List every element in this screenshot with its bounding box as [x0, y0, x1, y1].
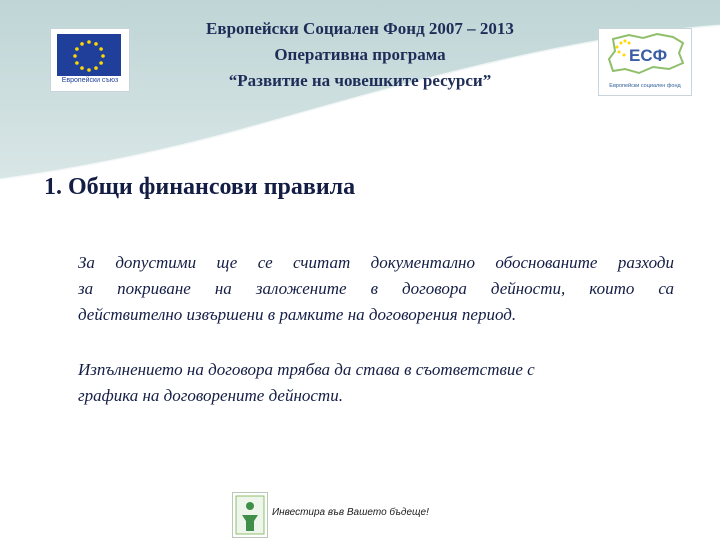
- paragraph-line: графика на договорените дейности.: [78, 386, 343, 405]
- eu-logo: [50, 28, 130, 92]
- paragraph-line: Изпълнението на договора трябва да става в съответствие с: [78, 360, 535, 379]
- esf-logo-caption: Европейски социален фонд: [609, 83, 681, 89]
- esf-mark-text: ЕСФ: [629, 46, 668, 65]
- slide-heading: 1. Общи финансови правила: [44, 174, 356, 200]
- header-line-programme: Оперативна програма: [274, 45, 446, 64]
- paragraph-contract-execution: [78, 357, 674, 409]
- eu-flag-icon: [57, 34, 121, 76]
- header-line-fund: Европейски Социален Фонд 2007 – 2013: [206, 19, 514, 38]
- paragraph-line: за покриване на заложените в договора дейности, които са: [78, 279, 674, 298]
- esf-logo: [598, 28, 692, 96]
- paragraph-eligible-costs: [78, 250, 674, 328]
- page-header: [140, 16, 580, 94]
- footer-slogan: Инвестира във Вашето бъдеще!: [272, 507, 429, 518]
- paragraph-line: действително извършени в рамките на договорения период.: [78, 305, 517, 324]
- eu-logo-caption: Европейски съюз: [61, 77, 119, 84]
- header-line-programme-name: “Развитие на човешките ресурси”: [228, 71, 492, 90]
- people-figure-icon: [233, 493, 267, 537]
- op-hrd-logo: [232, 492, 268, 538]
- paragraph-line: За допустими ще се считат документално обоснованите разходи: [78, 253, 674, 272]
- bulgaria-map-icon: [599, 29, 691, 83]
